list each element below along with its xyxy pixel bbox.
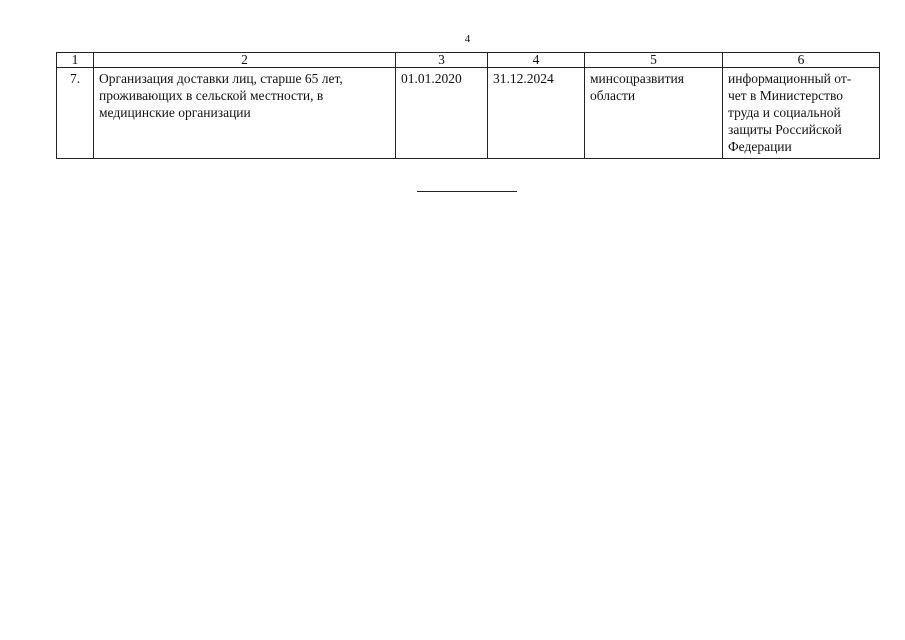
responsible-cell: [585, 68, 723, 159]
header-row: [57, 53, 880, 68]
page-number: 4: [464, 33, 471, 45]
row-number-cell: 7.: [57, 68, 94, 159]
result-cell: [723, 68, 880, 159]
activity-line: проживающих в сельской местности, в: [99, 88, 324, 103]
table-row: [57, 68, 880, 159]
activity-cell: [94, 68, 396, 159]
activity-line: Организация доставки лиц, старше 65 лет,: [99, 71, 343, 86]
column-header-5: 5: [585, 53, 723, 68]
document-table: [56, 52, 880, 159]
result-line: труда и социальной: [728, 105, 841, 120]
start-date-cell: 01.01.2020: [396, 68, 488, 159]
end-date-cell: 31.12.2024: [488, 68, 585, 159]
column-header-4: 4: [488, 53, 585, 68]
activity-line: медицинские организации: [99, 105, 251, 120]
column-header-3: 3: [396, 53, 488, 68]
result-line: Федерации: [728, 139, 792, 154]
responsible-line: минсоцразвития: [590, 71, 684, 86]
result-line: чет в Министерство: [728, 88, 844, 103]
column-header-2: 2: [94, 53, 396, 68]
end-of-document-rule: [417, 191, 517, 192]
column-header-1: 1: [57, 53, 94, 68]
result-line: информационный от-: [728, 71, 852, 86]
column-header-6: 6: [723, 53, 880, 68]
result-line: защиты Российской: [728, 122, 842, 137]
responsible-line: области: [590, 88, 636, 103]
